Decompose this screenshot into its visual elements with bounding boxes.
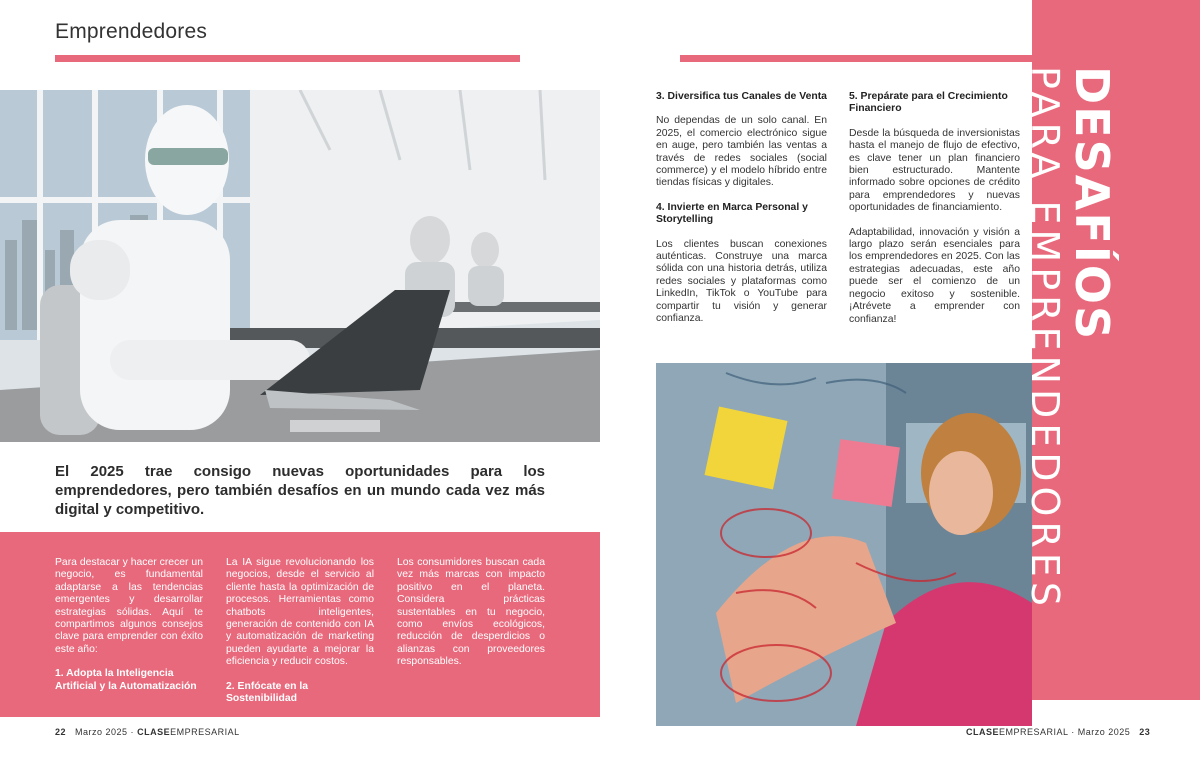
page-number-right: 23 [1139, 727, 1151, 737]
closing-paragraph: Adaptabilidad, innovación y visión a largo plazo serán esenciales para los emprendedores en 2025. Con las estrategias adecuadas, este año puede ser el comienzo de un negocio exitoso y sostenible. ¡Atrévete a emprender con confianza! [849, 226, 1020, 325]
accent-rule-right [680, 55, 1032, 62]
sostenibilidad-paragraph: Los consumidores buscan cada vez más marcas con impacto positivo en el planeta. Considera prácticas sustentables en tu negocio, como envíos ecológicos, reducción de desperdicios o alianzas con proveedores responsables. [397, 557, 545, 668]
footer-date-left: Marzo 2025 · [75, 727, 135, 737]
woman-whiteboard-photo [656, 363, 1032, 726]
right-column-1 [656, 91, 827, 338]
intro-paragraph: Para destacar y hacer crecer un negocio, es fundamental adaptarse a las tendencias emergentes y desarrollar estrategias sólidas. Aquí te compartimos algunos consejos clave para emprender con éxito este año: [55, 557, 203, 655]
footer-left [55, 727, 240, 737]
footer-right [966, 727, 1150, 737]
accent-rule-left [55, 55, 520, 62]
canales-paragraph: No dependas de un solo canal. En 2025, el comercio electrónico sigue en auge, pero también las ventas a través de redes sociales (social commerce) y el modelo híbrido entre tiendas físicas y digitales. [656, 115, 827, 189]
heading-3: 3. Diversifica tus Canales de Venta [656, 91, 827, 102]
brand-bold-left: CLASE [137, 727, 171, 737]
brand-light-right: EMPRESARIAL [999, 727, 1069, 737]
brand-light-left: EMPRESARIAL [170, 727, 240, 737]
ia-paragraph: La IA sigue revolucionando los negocios, desde el servicio al cliente hasta la optimización de procesos. Herramientas como chatbots inteligentes, generación de contenido con IA y automatización de marketing pueden ayudarte a mejorar la eficiencia y reducir costos. [226, 557, 374, 668]
vertical-title-line-1: DESAFÍOS [1065, 66, 1119, 342]
vertical-title [1023, 66, 1117, 666]
heading-2: 2. Enfócate en la Sostenibilidad [226, 680, 308, 705]
lead-paragraph: El 2025 trae consigo nuevas oportunidades para los emprendedores, pero también desafíos en un mundo cada vez más digital y competitivo. [55, 463, 545, 518]
footer-date-right: · Marzo 2025 [1071, 727, 1131, 737]
vertical-title-line-2: PARA EMPRENDEDORES [1023, 66, 1067, 611]
section-title: Emprendedores [55, 20, 208, 43]
right-column-2 [849, 91, 1020, 338]
left-column-2 [226, 557, 374, 717]
page-number-left: 22 [55, 727, 67, 737]
robots-office-photo [0, 90, 600, 442]
heading-4: 4. Invierte en Marca Personal y Storytelling [656, 201, 808, 226]
financiero-paragraph: Desde la búsqueda de inversionistas hasta el manejo de flujo de efectivo, es clave tener un plan financiero bien estructurado. Mantente informado sobre opciones de crédito para emprendedores y nuevas oportunidades de financiamiento. [849, 127, 1020, 214]
heading-1: 1. Adopta la Inteligencia Artificial y la Automatización [55, 668, 197, 692]
brand-bold-right: CLASE [966, 727, 1000, 737]
left-column-3 [397, 557, 545, 681]
marca-paragraph: Los clientes buscan conexiones auténticas. Construye una marca sólida con una historia detrás, utiliza redes sociales y plataformas como LinkedIn, TikTok o YouTube para compartir tu visión y generar confianza. [656, 238, 827, 325]
heading-5: 5. Prepárate para el Crecimiento Financiero [849, 91, 1008, 115]
left-column-1 [55, 557, 203, 705]
